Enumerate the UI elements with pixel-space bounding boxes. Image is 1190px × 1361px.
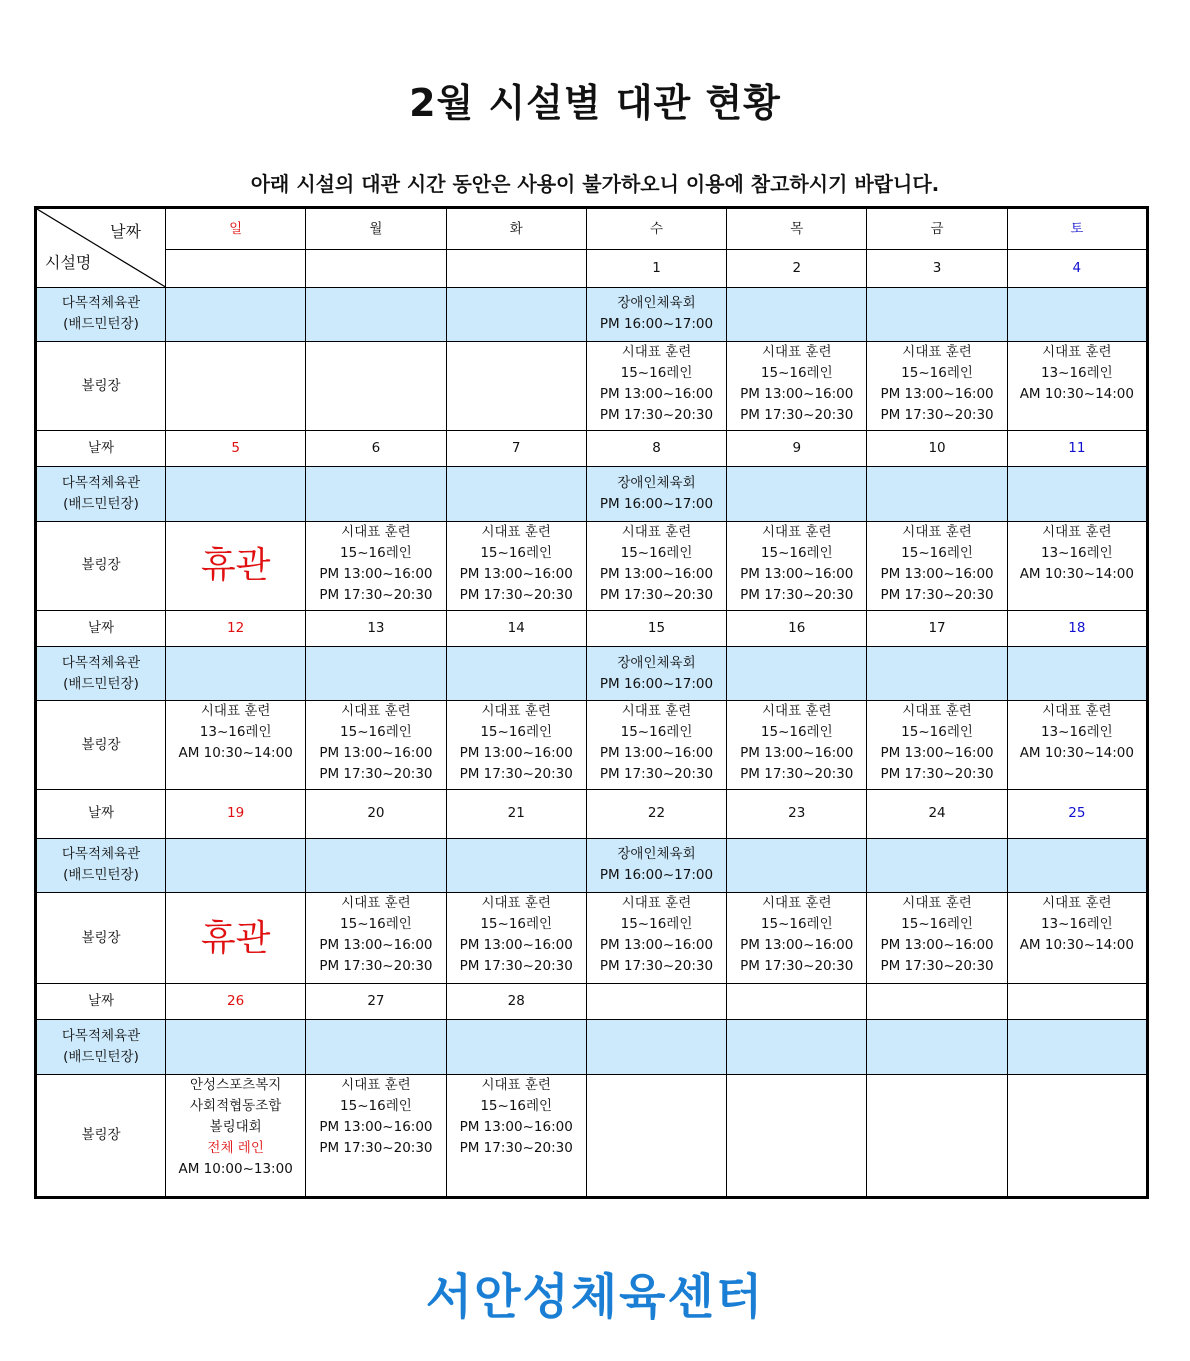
- reservation-text: 시대표 훈련: [341, 895, 411, 912]
- date-cell: 21: [446, 790, 586, 838]
- date-cell: 14: [446, 610, 586, 646]
- corner-date-label: 날짜: [110, 222, 141, 241]
- reservation-text: PM 13:00~16:00: [459, 565, 573, 582]
- reservation-text: PM 17:30~20:30: [740, 958, 854, 975]
- closed-text: 휴관: [200, 545, 271, 587]
- weekday-row: [36, 208, 1148, 250]
- bowling-cell: [867, 521, 1007, 610]
- reservation-text: PM 17:30~20:30: [740, 766, 854, 783]
- reservation-text: PM 13:00~16:00: [599, 386, 714, 403]
- date-cell: 27: [306, 983, 446, 1019]
- date-cell: [166, 250, 306, 287]
- reservation-text: 15~16레인: [480, 724, 553, 741]
- row-label-badminton: [36, 1020, 166, 1074]
- bowling-cell: [586, 342, 726, 431]
- badminton-cell: [166, 1020, 306, 1074]
- date-cell: 15: [586, 610, 726, 646]
- bowling-cell: [1007, 1074, 1147, 1197]
- badminton-cell: [586, 467, 726, 521]
- badminton-cell: [446, 287, 586, 341]
- reservation-text: 시대표 훈련: [481, 895, 551, 912]
- reservation-text: PM 13:00~16:00: [880, 745, 994, 762]
- badminton-cell: [727, 287, 867, 341]
- reservation-text: 시대표 훈련: [762, 344, 832, 361]
- reservation-text: PM 13:00~16:00: [880, 386, 994, 403]
- reservation-text: 15~16레인: [480, 1097, 553, 1114]
- weekday-header: 화: [446, 208, 586, 250]
- badminton-cell: [867, 287, 1007, 341]
- badminton-cell: [306, 646, 446, 700]
- reservation-text: 시대표 훈련: [902, 895, 972, 912]
- bowling-cell: [306, 521, 446, 610]
- badminton-row: [36, 287, 1148, 341]
- badminton-label-line1: 다목적체육관: [61, 846, 141, 863]
- reservation-text: PM 13:00~16:00: [880, 565, 994, 582]
- badminton-cell: [306, 287, 446, 341]
- reservation-text: PM 16:00~17:00: [599, 496, 714, 513]
- date-cell: 18: [1007, 610, 1147, 646]
- bowling-cell: [166, 521, 306, 610]
- page-subtitle: 아래 시설의 대관 시간 동안은 사용이 불가하오니 이용에 참고하시기 바랍니다.: [250, 172, 940, 196]
- reservation-text: 시대표 훈련: [481, 703, 551, 720]
- badminton-cell: [166, 467, 306, 521]
- reservation-text: AM 10:00~13:00: [178, 1160, 293, 1177]
- bowling-cell: [867, 1074, 1007, 1197]
- reservation-text: 사회적협동조합: [189, 1097, 282, 1114]
- closed-text: 휴관: [200, 917, 271, 959]
- badminton-cell: [166, 838, 306, 892]
- badminton-label-line2: (배드민턴장): [63, 675, 139, 692]
- reservation-text: PM 17:30~20:30: [459, 586, 573, 603]
- reservation-text: 장애인체육회: [617, 654, 696, 671]
- reservation-text: 시대표 훈련: [1042, 703, 1112, 720]
- badminton-cell: [586, 287, 726, 341]
- date-cell: 20: [306, 790, 446, 838]
- bowling-cell: [1007, 701, 1147, 790]
- date-cell: 22: [586, 790, 726, 838]
- row-label-badminton: [36, 838, 166, 892]
- badminton-cell: [1007, 287, 1147, 341]
- date-cell: 8: [586, 430, 726, 466]
- reservation-text: PM 17:30~20:30: [319, 586, 433, 603]
- date-cell: 26: [166, 983, 306, 1019]
- date-cell: 19: [166, 790, 306, 838]
- reservation-text: PM 17:30~20:30: [740, 586, 854, 603]
- reservation-text: PM 13:00~16:00: [319, 937, 433, 954]
- reservation-text: PM 17:30~20:30: [599, 407, 714, 424]
- badminton-cell: [867, 1020, 1007, 1074]
- reservation-text: 시대표 훈련: [902, 703, 972, 720]
- date-cell: 12: [166, 610, 306, 646]
- reservation-text: 15~16레인: [340, 724, 412, 741]
- bowling-cell: [166, 342, 306, 431]
- reservation-text: PM 17:30~20:30: [599, 766, 714, 783]
- footer-center-name: 서안성체육센터: [425, 1269, 765, 1325]
- reservation-text: PM 17:30~20:30: [880, 766, 994, 783]
- date-cell: 9: [727, 430, 867, 466]
- reservation-text: 13~16레인: [199, 724, 272, 741]
- reservation-text: PM 17:30~20:30: [459, 766, 573, 783]
- bowling-cell: [306, 893, 446, 984]
- badminton-cell: [727, 838, 867, 892]
- date-row: [36, 790, 1148, 838]
- bowling-cell: [727, 1074, 867, 1197]
- reservation-text: PM 17:30~20:30: [599, 958, 714, 975]
- date-cell: 4: [1007, 250, 1147, 287]
- date-cell: 17: [867, 610, 1007, 646]
- badminton-row: [36, 838, 1148, 892]
- badminton-label-line2: (배드민턴장): [63, 1049, 139, 1065]
- bowling-cell: [1007, 893, 1147, 984]
- reservation-text: 15~16레인: [340, 1097, 412, 1114]
- date-cell: 28: [446, 983, 586, 1019]
- reservation-text: PM 17:30~20:30: [599, 586, 714, 603]
- bowling-cell: [867, 893, 1007, 984]
- date-cell: 2: [727, 250, 867, 287]
- reservation-text: 시대표 훈련: [762, 703, 832, 720]
- bowling-row: [36, 521, 1148, 610]
- reservation-text: 15~16레인: [620, 544, 693, 561]
- reservation-text: 전체 레인: [207, 1139, 264, 1156]
- reservation-text: PM 13:00~16:00: [740, 745, 854, 762]
- date-cell: 7: [446, 430, 586, 466]
- row-label-bowling: 볼링장: [36, 893, 166, 984]
- row-label-bowling: 볼링장: [36, 1074, 166, 1197]
- bowling-cell: [1007, 342, 1147, 431]
- date-cell: [1007, 983, 1147, 1019]
- reservation-text: PM 17:30~20:30: [740, 407, 854, 424]
- badminton-cell: [586, 646, 726, 700]
- badminton-cell: [166, 646, 306, 700]
- row-label-date: 날짜: [36, 610, 166, 646]
- reservation-text: PM 13:00~16:00: [880, 937, 994, 954]
- reservation-text: PM 13:00~16:00: [599, 745, 714, 762]
- reservation-text: 15~16레인: [760, 544, 833, 561]
- bowling-cell: [166, 1074, 306, 1197]
- reservation-text: 13~16레인: [1040, 544, 1113, 561]
- reservation-text: PM 17:30~20:30: [319, 766, 433, 783]
- bowling-cell: [1007, 521, 1147, 610]
- date-cell: 13: [306, 610, 446, 646]
- badminton-cell: [306, 838, 446, 892]
- badminton-cell: [867, 646, 1007, 700]
- reservation-text: PM 13:00~16:00: [740, 386, 854, 403]
- bowling-cell: [446, 521, 586, 610]
- reservation-text: 15~16레인: [620, 365, 693, 382]
- row-label-badminton: [36, 287, 166, 341]
- badminton-row: [36, 1020, 1148, 1074]
- badminton-label-line1: 다목적체육관: [61, 654, 141, 671]
- date-cell: [446, 250, 586, 287]
- bowling-cell: [446, 1074, 586, 1197]
- reservation-text: PM 13:00~16:00: [459, 1118, 573, 1135]
- reservation-text: PM 16:00~17:00: [599, 867, 714, 884]
- reservation-text: 시대표 훈련: [762, 895, 832, 912]
- badminton-row: [36, 467, 1148, 521]
- reservation-text: PM 13:00~16:00: [319, 565, 433, 582]
- reservation-text: 15~16레인: [480, 916, 553, 933]
- bowling-cell: [867, 701, 1007, 790]
- date-cell: [306, 250, 446, 287]
- reservation-text: 시대표 훈련: [481, 523, 551, 540]
- reservation-text: 15~16레인: [340, 544, 412, 561]
- date-cell: 25: [1007, 790, 1147, 838]
- badminton-cell: [586, 838, 726, 892]
- reservation-text: 시대표 훈련: [621, 344, 692, 361]
- badminton-cell: [306, 1020, 446, 1074]
- bowling-cell: [306, 1074, 446, 1197]
- bowling-cell: [446, 342, 586, 431]
- date-cell: 24: [867, 790, 1007, 838]
- row-label-badminton: [36, 646, 166, 700]
- date-row: [36, 250, 1148, 287]
- weekday-header: 월: [306, 208, 446, 250]
- reservation-text: 13~16레인: [1040, 916, 1113, 933]
- date-cell: 6: [306, 430, 446, 466]
- reservation-text: PM 13:00~16:00: [319, 1118, 433, 1135]
- reservation-text: 시대표 훈련: [1042, 523, 1112, 540]
- corner-facility-label: 시설명: [45, 252, 92, 272]
- reservation-text: PM 13:00~16:00: [319, 745, 433, 762]
- row-label-bowling: 볼링장: [36, 521, 166, 610]
- bowling-cell: [166, 893, 306, 984]
- reservation-text: 15~16레인: [340, 916, 412, 933]
- badminton-cell: [446, 467, 586, 521]
- reservation-text: 13~16레인: [1040, 724, 1113, 741]
- diagonal-divider: [37, 209, 165, 287]
- badminton-cell: [166, 287, 306, 341]
- date-cell: 3: [867, 250, 1007, 287]
- reservation-text: PM 13:00~16:00: [740, 565, 854, 582]
- reservation-text: 시대표 훈련: [1042, 895, 1112, 912]
- bowling-cell: [446, 701, 586, 790]
- reservation-text: 13~16레인: [1040, 365, 1113, 382]
- weekday-header: 수: [586, 208, 726, 250]
- badminton-label-line1: 다목적체육관: [61, 295, 141, 312]
- reservation-text: PM 16:00~17:00: [599, 316, 714, 333]
- badminton-cell: [446, 646, 586, 700]
- reservation-text: PM 17:30~20:30: [459, 958, 573, 975]
- reservation-text: PM 17:30~20:30: [880, 586, 994, 603]
- date-row: [36, 610, 1148, 646]
- reservation-text: AM 10:30~14:00: [178, 745, 293, 762]
- reservation-text: 시대표 훈련: [341, 703, 411, 720]
- reservation-text: 15~16레인: [760, 916, 833, 933]
- date-cell: 5: [166, 430, 306, 466]
- date-cell: 11: [1007, 430, 1147, 466]
- badminton-cell: [727, 646, 867, 700]
- badminton-cell: [586, 1020, 726, 1074]
- reservation-text: PM 17:30~20:30: [459, 1139, 573, 1156]
- reservation-text: AM 10:30~14:00: [1019, 745, 1134, 762]
- date-cell: [727, 983, 867, 1019]
- badminton-row: [36, 646, 1148, 700]
- badminton-label-line2: (배드민턴장): [63, 316, 139, 333]
- badminton-cell: [446, 838, 586, 892]
- badminton-label-line2: (배드민턴장): [63, 496, 139, 513]
- bowling-row: [36, 1074, 1148, 1197]
- reservation-text: PM 17:30~20:30: [880, 407, 994, 424]
- reservation-text: 15~16레인: [760, 724, 833, 741]
- badminton-cell: [867, 467, 1007, 521]
- reservation-text: 시대표 훈련: [902, 523, 972, 540]
- reservation-text: 장애인체육회: [617, 475, 696, 492]
- reservation-text: AM 10:30~14:00: [1019, 937, 1134, 954]
- reservation-text: 장애인체육회: [617, 846, 696, 863]
- reservation-text: 15~16레인: [620, 916, 693, 933]
- badminton-cell: [727, 467, 867, 521]
- weekday-header: 금: [867, 208, 1007, 250]
- badminton-label-line1: 다목적체육관: [61, 475, 141, 492]
- weekday-header: 일: [166, 208, 306, 250]
- reservation-text: 15~16레인: [480, 544, 553, 561]
- reservation-text: 시대표 훈련: [621, 523, 692, 540]
- reservation-text: 15~16레인: [901, 916, 973, 933]
- reservation-text: 시대표 훈련: [481, 1076, 551, 1093]
- reservation-text: AM 10:30~14:00: [1019, 386, 1134, 403]
- bowling-cell: [727, 342, 867, 431]
- reservation-text: 시대표 훈련: [902, 344, 972, 361]
- reservation-text: 장애인체육회: [617, 295, 696, 312]
- bowling-cell: [166, 701, 306, 790]
- reservation-text: 15~16레인: [620, 724, 693, 741]
- date-cell: 16: [727, 610, 867, 646]
- reservation-text: 시대표 훈련: [762, 523, 832, 540]
- row-label-date: 날짜: [36, 983, 166, 1019]
- date-row: [36, 430, 1148, 466]
- reservation-text: 시대표 훈련: [200, 703, 271, 720]
- badminton-cell: [1007, 646, 1147, 700]
- reservation-text: 15~16레인: [901, 544, 973, 561]
- badminton-cell: [1007, 838, 1147, 892]
- bowling-cell: [586, 701, 726, 790]
- bowling-row: [36, 342, 1148, 431]
- date-row: [36, 983, 1148, 1019]
- bowling-cell: [586, 521, 726, 610]
- row-label-date: 날짜: [36, 430, 166, 466]
- weekday-header: 토: [1007, 208, 1147, 250]
- bowling-cell: [586, 1074, 726, 1197]
- reservation-text: PM 13:00~16:00: [459, 937, 573, 954]
- badminton-cell: [446, 1020, 586, 1074]
- reservation-text: 볼링대회: [209, 1118, 262, 1135]
- reservation-text: PM 13:00~16:00: [599, 565, 714, 582]
- reservation-text: PM 17:30~20:30: [319, 1139, 433, 1156]
- bowling-cell: [727, 521, 867, 610]
- row-label-bowling: 볼링장: [36, 701, 166, 790]
- bowling-cell: [727, 701, 867, 790]
- bowling-cell: [446, 893, 586, 984]
- reservation-text: PM 13:00~16:00: [599, 937, 714, 954]
- badminton-cell: [1007, 467, 1147, 521]
- badminton-cell: [727, 1020, 867, 1074]
- bowling-cell: [727, 893, 867, 984]
- reservation-text: 안성스포츠복지: [189, 1076, 282, 1093]
- row-label-badminton: [36, 467, 166, 521]
- reservation-text: 시대표 훈련: [341, 523, 411, 540]
- reservation-text: 15~16레인: [901, 365, 973, 382]
- reservation-text: 시대표 훈련: [621, 895, 692, 912]
- badminton-label-line2: (배드민턴장): [63, 867, 139, 884]
- badminton-cell: [306, 467, 446, 521]
- bowling-row: [36, 701, 1148, 790]
- date-cell: 1: [586, 250, 726, 287]
- row-label-bowling: 볼링장: [36, 342, 166, 431]
- reservation-text: AM 10:30~14:00: [1019, 565, 1134, 582]
- reservation-text: 시대표 훈련: [1042, 344, 1112, 361]
- date-cell: [867, 983, 1007, 1019]
- reservation-text: 15~16레인: [901, 724, 973, 741]
- date-cell: 23: [727, 790, 867, 838]
- badminton-cell: [1007, 1020, 1147, 1074]
- bowling-cell: [586, 893, 726, 984]
- bowling-cell: [867, 342, 1007, 431]
- bowling-cell: [306, 342, 446, 431]
- corner-header: [36, 208, 166, 288]
- rental-calendar-table: [34, 206, 1149, 1199]
- date-cell: 10: [867, 430, 1007, 466]
- badminton-label-line1: 다목적체육관: [61, 1028, 141, 1044]
- bowling-cell: [306, 701, 446, 790]
- row-label-date: 날짜: [36, 790, 166, 838]
- reservation-text: 15~16레인: [760, 365, 833, 382]
- bowling-row: [36, 893, 1148, 984]
- reservation-text: PM 16:00~17:00: [599, 675, 714, 692]
- reservation-text: PM 13:00~16:00: [740, 937, 854, 954]
- badminton-cell: [867, 838, 1007, 892]
- reservation-text: PM 17:30~20:30: [319, 958, 433, 975]
- weekday-header: 목: [727, 208, 867, 250]
- page-title: 2월 시설별 대관 현황: [409, 81, 781, 125]
- reservation-text: PM 13:00~16:00: [459, 745, 573, 762]
- date-cell: [586, 983, 726, 1019]
- reservation-text: 시대표 훈련: [341, 1076, 411, 1093]
- reservation-text: PM 17:30~20:30: [880, 958, 994, 975]
- reservation-text: 시대표 훈련: [621, 703, 692, 720]
